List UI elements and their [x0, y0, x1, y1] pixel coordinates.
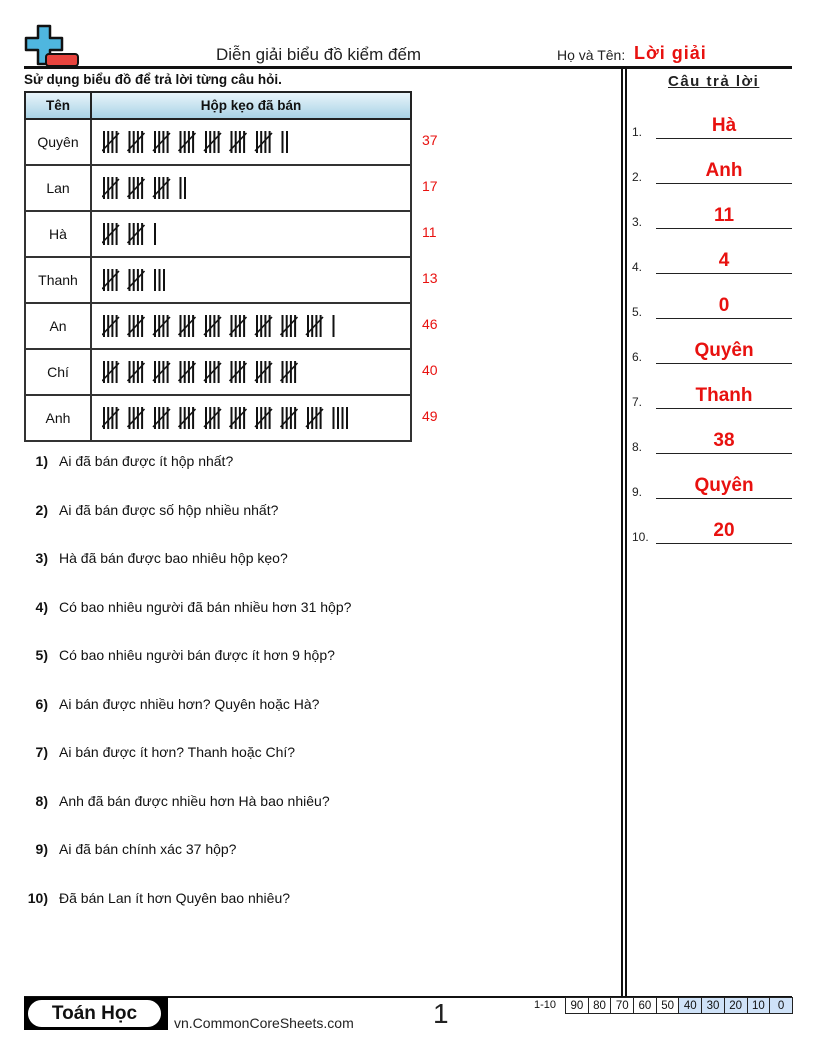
answer-line[interactable] [656, 453, 792, 454]
question-item [20, 841, 236, 857]
row-tally [91, 395, 411, 441]
answer-number: 7. [632, 395, 643, 409]
answer-line[interactable] [656, 138, 792, 139]
row-name: Thanh [25, 257, 91, 303]
answer-number: 6. [632, 350, 643, 364]
tally-marks-icon [102, 130, 294, 154]
answer-row [632, 203, 792, 229]
row-tally [91, 119, 411, 165]
question-item [20, 793, 330, 809]
name-label: Họ và Tên: [557, 47, 626, 63]
column-divider [621, 68, 627, 996]
question-item [20, 744, 295, 760]
question-item [20, 647, 335, 663]
answer-line[interactable] [656, 363, 792, 364]
question-number: 1) [35, 453, 48, 469]
answer-number: 10. [632, 530, 649, 544]
question-item [20, 453, 233, 469]
answer-value: 11 [713, 205, 735, 226]
answer-number: 8. [632, 440, 643, 454]
tally-marks-icon [102, 268, 171, 292]
row-tally [91, 303, 411, 349]
column-header-name: Tên [25, 92, 91, 119]
row-name: Anh [25, 395, 91, 441]
worksheet-title: Diễn giải biểu đồ kiểm đếm [216, 45, 422, 64]
row-count: 37 [422, 132, 438, 148]
table-row [25, 257, 411, 303]
answer-row [632, 158, 792, 184]
question-text: Anh đã bán được nhiều hơn Hà bao nhiêu? [59, 792, 330, 809]
question-item [20, 550, 288, 566]
question-item [20, 696, 319, 712]
row-tally [91, 165, 411, 211]
score-cell: 10 [747, 998, 770, 1014]
tally-marks-icon [102, 314, 340, 338]
question-number: 3) [35, 550, 48, 566]
question-number: 9) [35, 841, 48, 857]
answer-line[interactable] [656, 228, 792, 229]
score-table [565, 997, 793, 1014]
question-number: 2) [35, 501, 48, 518]
answer-value: Hà [711, 115, 737, 136]
answer-line[interactable] [656, 408, 792, 409]
score-cell: 50 [656, 998, 679, 1014]
question-text: Hà đã bán được bao nhiêu hộp kẹo? [59, 550, 288, 566]
score-cell: 60 [634, 998, 657, 1014]
question-item [20, 890, 290, 906]
brand-label: Toán Học [28, 1000, 161, 1027]
answers-title: Câu trả lời [668, 73, 760, 90]
answer-row [632, 113, 792, 139]
answer-line[interactable] [656, 543, 792, 544]
header-divider [24, 66, 792, 69]
column-header-boxes-sold: Hộp kẹo đã bán [91, 92, 411, 119]
answer-value: 20 [713, 520, 735, 541]
question-text: Ai đã bán được số hộp nhiều nhất? [59, 501, 279, 518]
site-url: vn.CommonCoreSheets.com [174, 1015, 354, 1031]
tally-marks-icon [102, 406, 354, 430]
row-name: An [25, 303, 91, 349]
question-text: Ai đã bán được ít hộp nhất? [59, 453, 234, 469]
row-name: Hà [25, 211, 91, 257]
answer-value: Quyên [694, 475, 754, 496]
score-cell: 90 [566, 998, 589, 1014]
answer-row [632, 293, 792, 319]
question-item [20, 502, 278, 518]
table-row [25, 119, 411, 165]
answer-value: 38 [713, 430, 735, 451]
tally-marks-icon [102, 176, 192, 200]
answer-line[interactable] [656, 498, 792, 499]
answer-value: 0 [718, 295, 730, 316]
table-row [25, 395, 411, 441]
question-text: Ai bán được nhiều hơn? Quyên hoặc Hà? [59, 695, 320, 712]
question-number: 10) [27, 889, 48, 906]
tally-marks-icon [102, 360, 310, 384]
question-number: 4) [35, 598, 48, 615]
row-name: Quyên [25, 119, 91, 165]
row-count: 46 [422, 316, 438, 332]
question-text: Có bao nhiêu người đã bán nhiều hơn 31 hộp? [59, 598, 352, 615]
question-item [20, 599, 351, 615]
tally-chart-table [24, 91, 412, 442]
score-cell: 30 [702, 998, 725, 1014]
answer-number: 5. [632, 305, 643, 319]
answer-row [632, 338, 792, 364]
row-count: 11 [422, 224, 437, 240]
answer-line[interactable] [656, 318, 792, 319]
score-cell: 80 [588, 998, 611, 1014]
row-count: 17 [422, 178, 438, 194]
instructions: Sử dụng biểu đồ để trả lời từng câu hỏi. [24, 72, 282, 87]
answer-value: Quyên [694, 340, 754, 361]
row-count: 40 [422, 362, 438, 378]
question-number: 7) [35, 744, 48, 760]
row-count: 13 [422, 270, 438, 286]
table-row [25, 303, 411, 349]
name-value: Lời giải [634, 43, 707, 63]
answer-value: Thanh [695, 385, 753, 406]
plus-minus-logo-icon [24, 24, 80, 68]
row-name: Lan [25, 165, 91, 211]
row-name: Chí [25, 349, 91, 395]
score-cell: 0 [770, 998, 793, 1014]
score-range-label: 1-10 [534, 999, 557, 1011]
row-tally [91, 349, 411, 395]
answer-number: 1. [632, 125, 643, 139]
answer-value: Anh [705, 160, 743, 181]
answer-row [632, 473, 792, 499]
answer-row [632, 383, 792, 409]
page-number: 1 [433, 998, 449, 1029]
question-text: Ai bán được ít hơn? Thanh hoặc Chí? [59, 744, 296, 760]
score-cell: 20 [724, 998, 747, 1014]
question-text: Có bao nhiêu người bán được ít hơn 9 hộp? [59, 647, 335, 663]
question-number: 5) [35, 647, 48, 663]
score-cell: 40 [679, 998, 702, 1014]
answer-row [632, 428, 792, 454]
answer-line[interactable] [656, 273, 792, 274]
answer-number: 2. [632, 170, 643, 184]
answer-row [632, 518, 792, 544]
answer-number: 3. [632, 215, 643, 229]
answer-number: 9. [632, 485, 643, 499]
score-cell: 70 [611, 998, 634, 1014]
answer-line[interactable] [656, 183, 792, 184]
table-row [25, 349, 411, 395]
question-text: Đã bán Lan ít hơn Quyên bao nhiêu? [59, 889, 291, 906]
row-tally [91, 257, 411, 303]
question-number: 8) [35, 792, 48, 809]
row-count: 49 [422, 408, 438, 424]
answer-row [632, 248, 792, 274]
question-number: 6) [35, 695, 48, 712]
answer-number: 4. [632, 260, 643, 274]
table-row [25, 211, 411, 257]
tally-marks-icon [102, 222, 162, 246]
row-tally [91, 211, 411, 257]
answer-value: 4 [718, 250, 730, 271]
table-row [25, 165, 411, 211]
brand-badge [24, 997, 168, 1030]
question-text: Ai đã bán chính xác 37 hộp? [59, 841, 237, 857]
